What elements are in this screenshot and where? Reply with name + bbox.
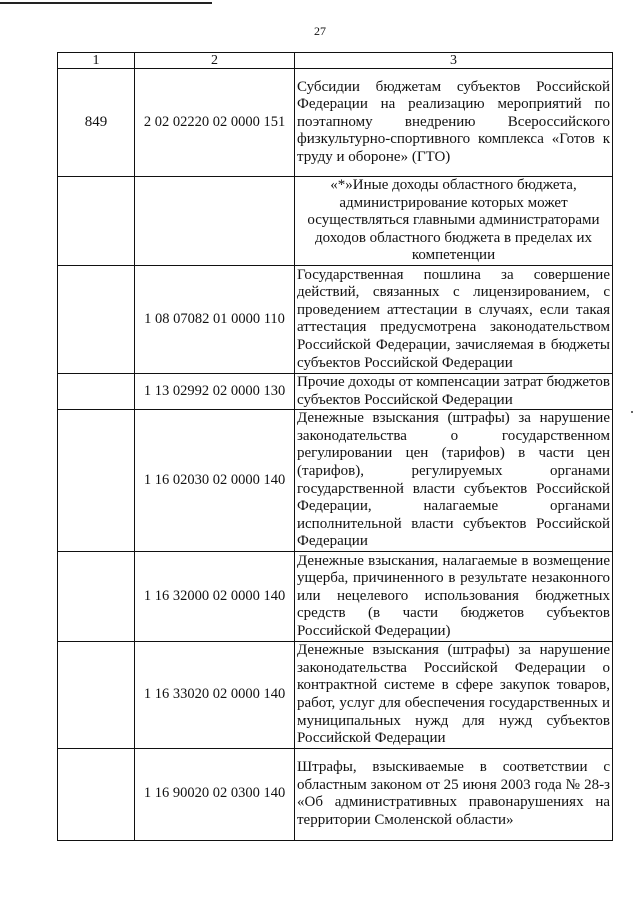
- top-rule: [0, 2, 212, 4]
- revenue-code-cell: 1 16 02030 02 0000 140: [135, 410, 295, 552]
- admin-code-cell: [58, 642, 135, 749]
- column-header-1: 1: [58, 53, 135, 69]
- admin-code-cell: [58, 373, 135, 409]
- table-row: [58, 410, 613, 552]
- admin-code-cell: [58, 748, 135, 840]
- revenue-code-cell: 1 16 90020 02 0300 140: [135, 748, 295, 840]
- revenue-description-cell: Денежные взыскания, налагаемые в возмещение ущерба, причиненного в результате незаконного или нецелевого использования бюджетных средств (в части бюджетов субъектов Российской Федерации): [295, 552, 613, 642]
- revenue-code-cell: 1 13 02992 02 0000 130: [135, 373, 295, 409]
- column-header-2: 2: [135, 53, 295, 69]
- admin-code-cell: [58, 410, 135, 552]
- table-row: [58, 748, 613, 840]
- revenue-description-cell: Денежные взыскания (штрафы) за нарушение законодательства Российской Федерации о контрактной системе в сфере закупок товаров, работ, услуг для обеспечения государственных и муниципальных нужд для нужд субъектов Российской Федерации: [295, 642, 613, 749]
- revenue-code-cell: 2 02 02220 02 0000 151: [135, 69, 295, 177]
- admin-code-cell: [58, 265, 135, 373]
- table-row: [58, 642, 613, 749]
- table-row: [58, 265, 613, 373]
- column-header-3: 3: [295, 53, 613, 69]
- revenue-table: [57, 52, 613, 841]
- revenue-code-cell: 1 16 33020 02 0000 140: [135, 642, 295, 749]
- admin-code-cell: [58, 177, 135, 266]
- page-number: 27: [314, 24, 326, 38]
- revenue-description-cell: Штрафы, взыскиваемые в соответствии с областным законом от 25 июня 2003 года № 28-з «Об административных правонарушениях на территории Смоленской области»: [295, 748, 613, 840]
- revenue-description-cell: Субсидии бюджетам субъектов Российской Федерации на реализацию мероприятий по поэтапному внедрению Всероссийского физкультурно-спортивного комплекса «Готов к труду и обороне» (ГТО): [295, 69, 613, 177]
- table-header-row: [58, 53, 613, 69]
- table-row: [58, 177, 613, 266]
- scan-speck: [631, 411, 633, 413]
- revenue-description-cell: Государственная пошлина за совершение действий, связанных с лицензированием, с проведением аттестации в случаях, если такая аттестация предусмотрена законодательством Российской Федерации, зачисляемая в бюджеты субъектов Российской Федерации: [295, 265, 613, 373]
- revenue-code-cell: 1 16 32000 02 0000 140: [135, 552, 295, 642]
- admin-code-cell: [58, 552, 135, 642]
- table-row: [58, 373, 613, 409]
- revenue-code-cell: 1 08 07082 01 0000 110: [135, 265, 295, 373]
- section-heading-cell: «*»Иные доходы областного бюджета, администрирование которых может осуществляться главными администраторами доходов областного бюджета в пределах их компетенции: [295, 177, 613, 266]
- revenue-code-cell: [135, 177, 295, 266]
- admin-code-cell: 849: [58, 69, 135, 177]
- table-row: [58, 69, 613, 177]
- revenue-description-cell: Денежные взыскания (штрафы) за нарушение законодательства о государственном регулировании цен (тарифов) в части цен (тарифов), регулируемых органами государственной власти субъектов Российской Федерации, налагаемые органами исполнительной власти субъектов Российской Федерации: [295, 410, 613, 552]
- revenue-description-cell: Прочие доходы от компенсации затрат бюджетов субъектов Российской Федерации: [295, 373, 613, 409]
- table-row: [58, 552, 613, 642]
